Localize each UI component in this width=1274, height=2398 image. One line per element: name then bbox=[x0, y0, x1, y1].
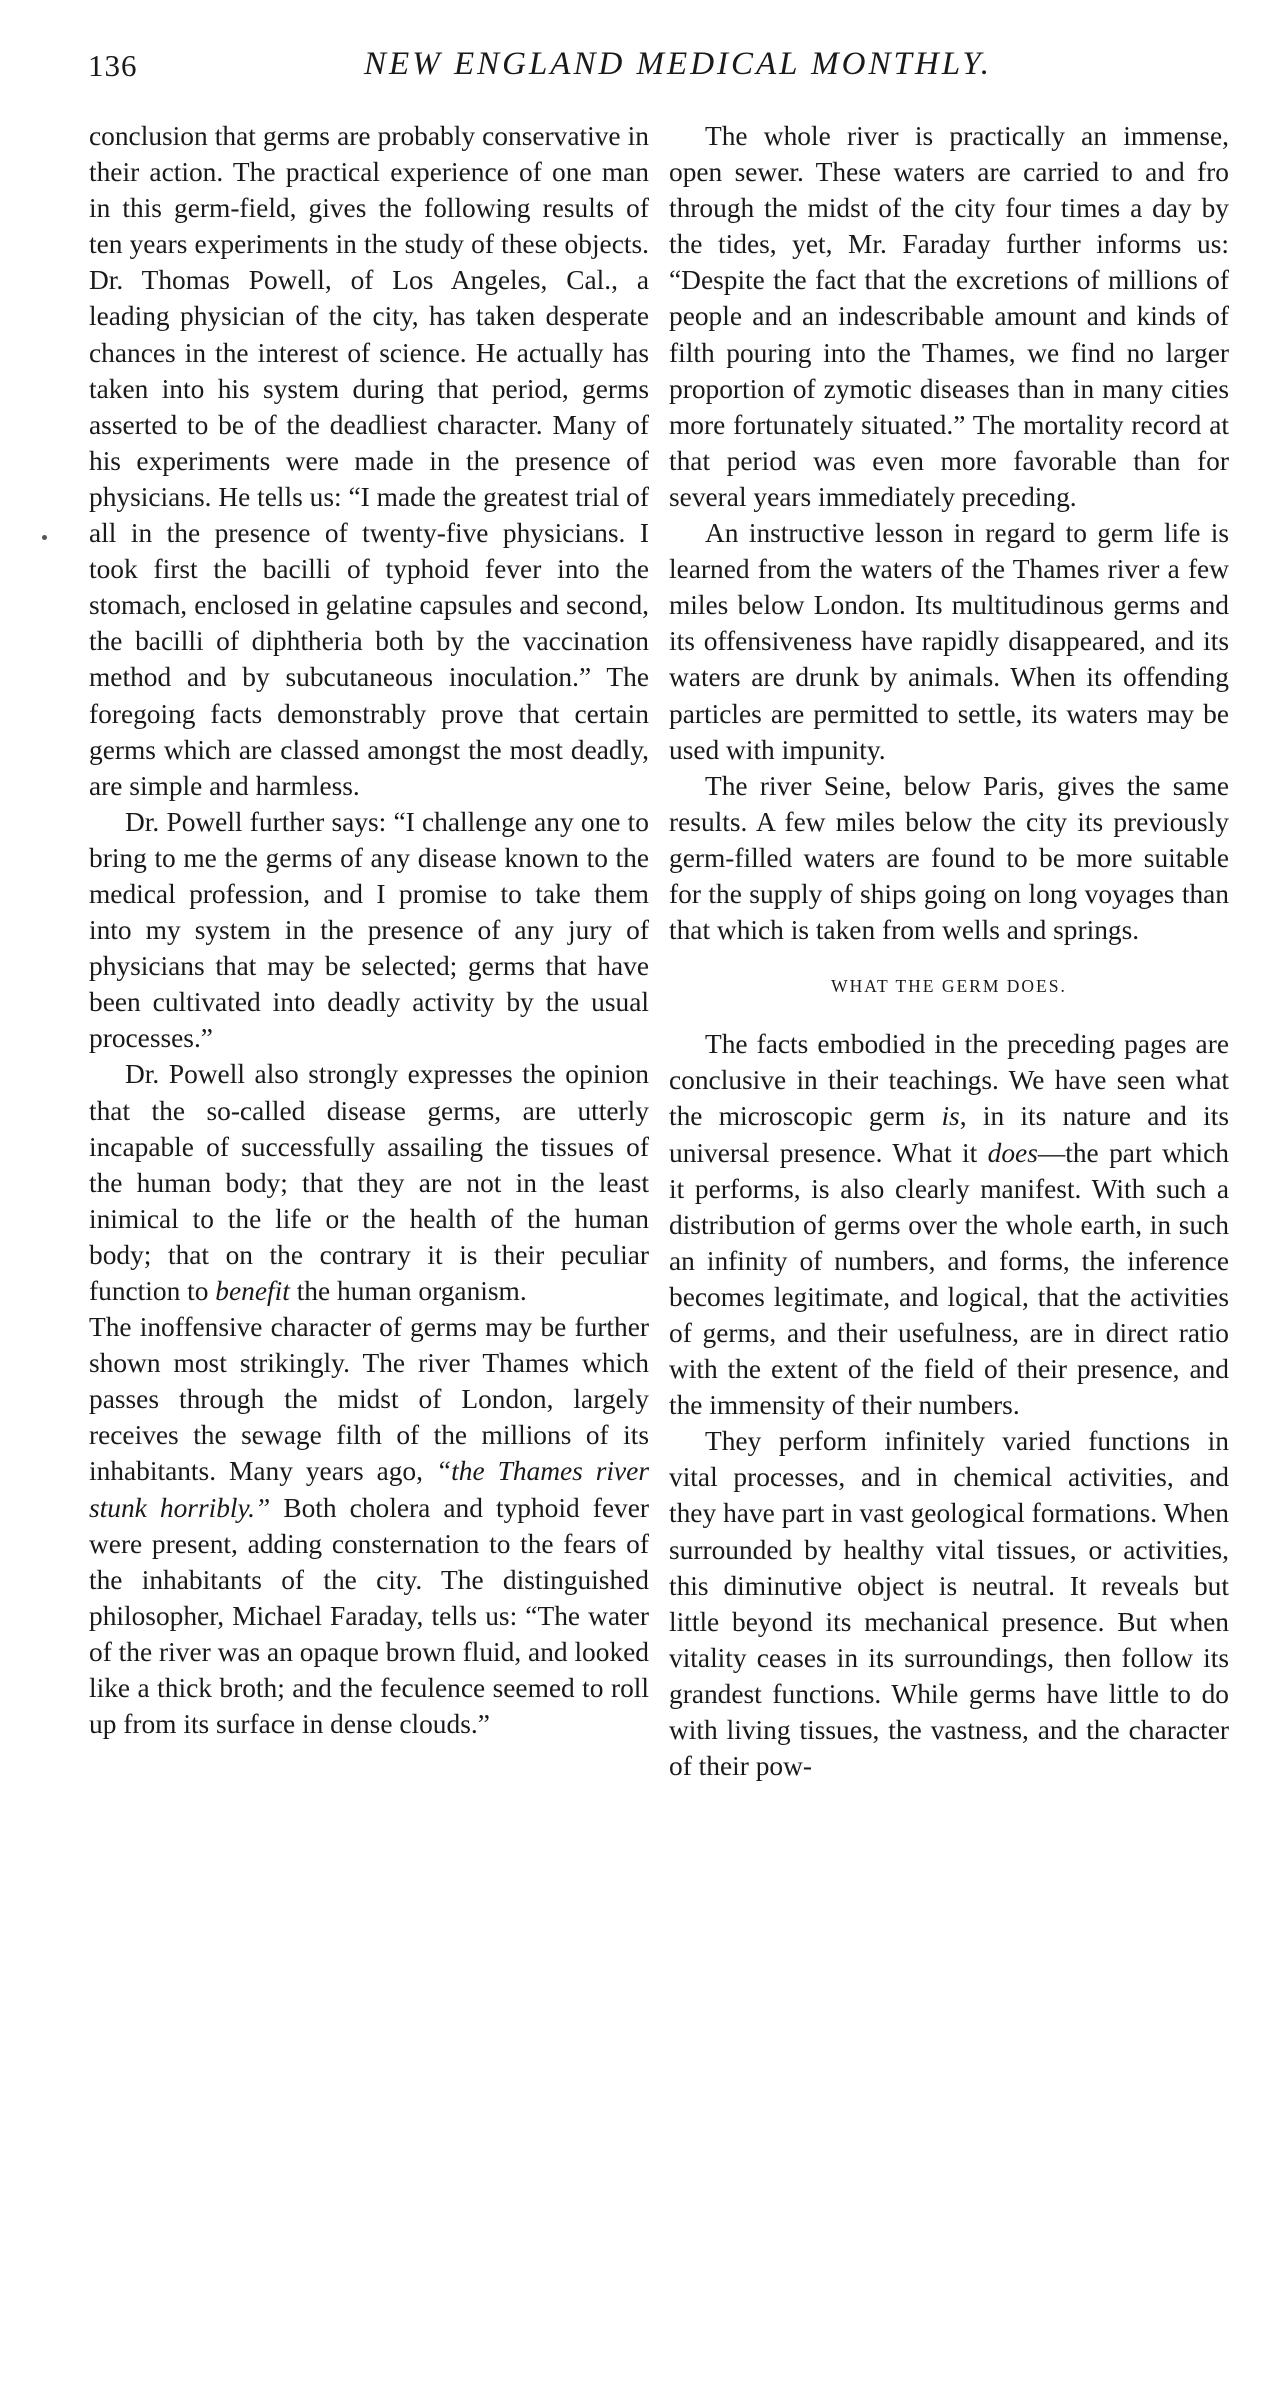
page-number: 136 bbox=[88, 48, 138, 83]
paragraph: They perform infinitely varied functions in vital processes, and in chemical activities, and they have part in vast geological formations. When surrounded by healthy vital tissues, or activities, this diminutive object is neutral. It reveals but little beyond its mechanical presence. But when vitality ceases in its surroundings, then follow its grandest functions. While germs have little to do with living tissues, the vastness, and the character of their pow- bbox=[669, 1426, 1229, 1782]
left-column bbox=[89, 118, 649, 1742]
paragraph: Dr. Powell further says: “I challenge any one to bring to me the germs of any disease known to the medical profession, and I promise to take them into my system in the presence of any jury of physicians that may be selected; germs that have been cultivated into deadly activity by the usual processes.” bbox=[89, 806, 649, 1054]
text-run: , in its nature and its universal presence. What it bbox=[669, 1101, 1229, 1168]
paragraph bbox=[89, 1056, 649, 1309]
paragraph bbox=[89, 1309, 649, 1742]
running-head: NEW ENGLAND MEDICAL MONTHLY. bbox=[364, 46, 992, 82]
paragraph bbox=[669, 1026, 1229, 1423]
paragraph: conclusion that germs are probably conservative in their action. The practical experience of one man in this germ-field, gives the following results of ten years experiments in the study of these objects. Dr. Thomas Powell, of Los Angeles, Cal., a leading physician of the city, has taken desperate chances in the interest of science. He actually has taken into his system during that period, germs asserted to be of the deadliest character. Many of his experiments were made in the presence of physicians. He tells us: “I made the greatest trial of all in the presence of twenty-five physicians. I took first the bacilli of typhoid fever into the stomach, enclosed in gelatine capsules and second, the bacilli of diphtheria both by the vaccination method and by subcutaneous inoculation.” The foregoing facts demonstrably prove that certain germs which are classed amongst the most deadly, are simple and harmless. bbox=[89, 121, 649, 801]
page-header bbox=[88, 40, 1198, 90]
emphasis: does bbox=[987, 1137, 1038, 1168]
text-run: The inoffensive character of germs may be further shown most strikingly. The river Thames which passes through the midst of London, largely receives the sewage filth of the millions of its inhabitants. Many years ago, bbox=[89, 1312, 649, 1487]
margin-mark bbox=[42, 535, 47, 540]
emphasis: benefit bbox=[215, 1276, 290, 1306]
right-column bbox=[669, 118, 1229, 1784]
text-run: —the part which it performs, is also clearly manifest. With such a distribution of germs over the whole earth, in such an infinity of numbers, and forms, the inference becomes legitimate, and logical, that the activities of germs, and their usefulness, are in direct ratio with the extent of the field of their presence, and the immensity of their numbers. bbox=[669, 1137, 1230, 1421]
text-run: the human organism. bbox=[289, 1276, 527, 1306]
section-heading: WHAT THE GERM DOES. bbox=[831, 976, 1067, 997]
text-run: The facts embodied in the preceding pages are conclusive in their teachings. We have seen what the microscopic germ bbox=[669, 1029, 1229, 1132]
paragraph: The whole river is practically an immense, open sewer. These waters are carried to and fro through the midst of the city four times a day by the tides, yet, Mr. Faraday further informs us: “Despite the fact that the excretions of millions of people and an indescribable amount and kinds of filth pouring into the Thames, we find no larger proportion of zymotic diseases than in many cities more fortunately situated.” The mortality record at that period was even more favorable than for several years immediately preceding. bbox=[669, 121, 1229, 512]
paragraph: The river Seine, below Paris, gives the same results. A few miles below the city its previously germ-filled waters are found to be more suitable for the supply of ships going on long voyages than that which is taken from wells and springs. bbox=[669, 770, 1229, 946]
text-run: Dr. Powell also strongly expresses the opinion that the so-called disease germs, are utterly incapable of successfully assailing the tissues of the human body; that they are not in the least inimical to the life or the health of the human body; that on the contrary it is their peculiar function to bbox=[89, 1059, 649, 1306]
text-run: Both cholera and typhoid fever were present, adding consternation to the fears of the inhabitants of the city. The distinguished philosopher, Michael Faraday, tells us: “The water of the river was an opaque brown fluid, and looked like a thick broth; and the feculence seemed to roll up from its surface in dense clouds.” bbox=[89, 1492, 649, 1740]
emphasis: “the Thames river stunk horribly.” bbox=[89, 1456, 649, 1523]
paragraph: An instructive lesson in regard to germ life is learned from the waters of the Thames river a few miles below London. Its multitudinous germs and its offensiveness have rapidly disappeared, and its waters are drunk by animals. When its offending particles are permitted to settle, its waters may be used with impunity. bbox=[669, 518, 1229, 765]
emphasis: is bbox=[941, 1101, 960, 1132]
